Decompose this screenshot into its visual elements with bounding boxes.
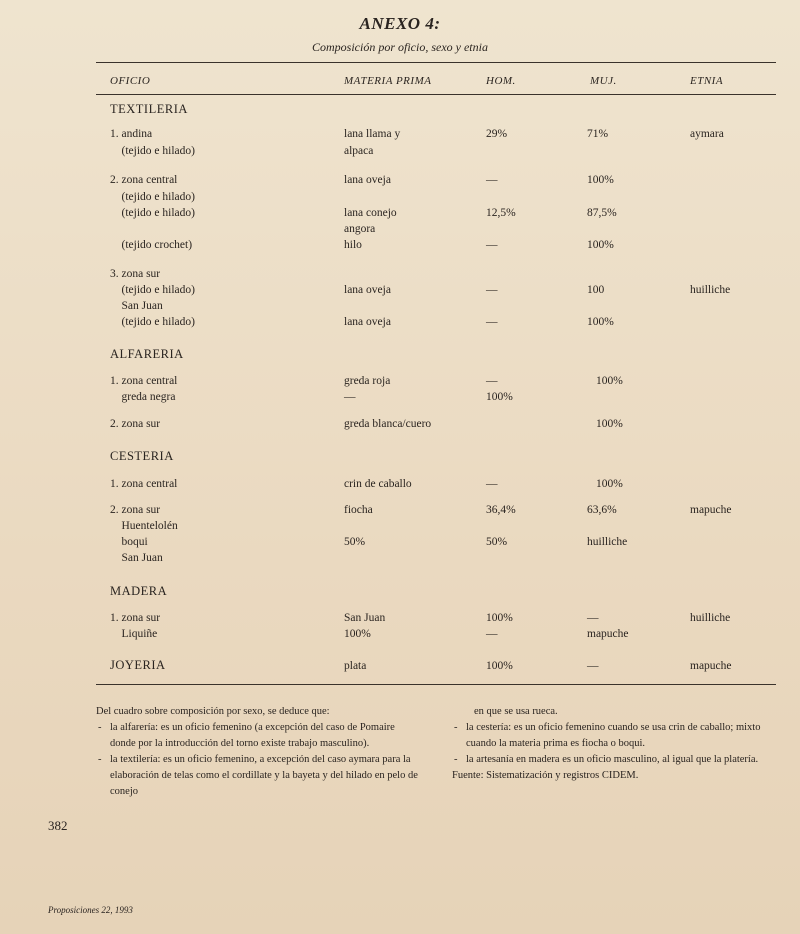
annex-title: ANEXO 4: (359, 14, 441, 33)
table-row: 3. zona sur (110, 268, 161, 280)
col-header-etnia: ETNIA (690, 75, 724, 87)
table-row: (tejido e hilado) lana conejo 12,5% 87,5% (110, 207, 617, 219)
notes-source: Fuente: Sistematización y registros CIDEM. (452, 770, 639, 781)
col-header-muj: MUJ. (590, 75, 617, 87)
table-row: plata 100% — mapuche (344, 660, 732, 672)
section-heading-textileria: TEXTILERIA (110, 102, 188, 116)
table-row: angora (344, 223, 376, 235)
table-row: (tejido e hilado) lana oveja — 100% (110, 316, 614, 328)
notes-continuation: en que se usa rueca. (474, 706, 558, 717)
table-row: greda negra — 100% (110, 391, 513, 403)
table-row: San Juan (110, 552, 163, 564)
col-header-hom: HOM. (486, 75, 516, 87)
table-row: (tejido e hilado) lana oveja — 100 huilliche (110, 284, 731, 296)
notes-right-column (452, 704, 782, 784)
table-rule-bottom (96, 684, 776, 685)
table-row: (tejido crochet) hilo — 100% (110, 239, 614, 251)
table-row: 2. zona central lana oveja — 100% (110, 174, 614, 186)
bullet-mark: - (454, 754, 458, 765)
section-heading-cesteria: CESTERIA (110, 449, 174, 463)
col-header-oficio: OFICIO (110, 75, 151, 87)
note-bullet: - la cestería: es un oficio femenino cuando se usa crin de caballo; mixto cuando la materia prima es fiocha o boqui. (454, 722, 761, 749)
section-heading-madera: MADERA (110, 584, 168, 598)
running-footer: Proposiciones 22, 1993 (48, 905, 133, 915)
note-bullet: - la artesanía en madera es un oficio masculino, al igual que la platería. (452, 752, 782, 768)
table-row: Liquiñe 100% — mapuche (110, 628, 629, 640)
note-bullet: - la alfarería: es un oficio femenino (a excepción del caso de Pomaire donde por la introducción del torno existe trabajo masculino). (98, 722, 395, 749)
page-number: 382 (48, 818, 68, 833)
table-row: (tejido e hilado) alpaca (110, 145, 374, 157)
notes-left-column (96, 704, 420, 800)
section-heading-alfareria: ALFARERIA (110, 347, 184, 361)
col-header-materia: MATERIA PRIMA (344, 75, 432, 87)
note-bullet: - la textilería: es un oficio femenino, a excepción del caso aymara para la elaboración de telas como el cordillate y la bayeta y del hilado en pelo de conejo (98, 754, 418, 797)
header-rule-top (96, 62, 776, 63)
table-row: boqui 50% 50% huilliche (110, 536, 628, 548)
bullet-mark: - (454, 722, 458, 733)
annex-subtitle: Composición por oficio, sexo y etnia (312, 40, 488, 54)
bullet-mark: - (98, 754, 102, 765)
table-row: 1. zona central crin de caballo — 100% (110, 478, 623, 490)
bullet-mark: - (98, 722, 102, 733)
notes-intro: Del cuadro sobre composición por sexo, se deduce que: (96, 706, 330, 717)
table-row: 2. zona sur fiocha 36,4% 63,6% mapuche (110, 504, 732, 516)
header-rule-bottom (96, 94, 776, 95)
section-heading-joyeria: JOYERIA (110, 658, 166, 672)
table-row: 1. zona sur San Juan 100% — huilliche (110, 612, 731, 624)
table-row: 1. zona central greda roja — 100% (110, 375, 623, 387)
table-row: (tejido e hilado) (110, 191, 195, 203)
table-row: Huentelolén (110, 520, 178, 532)
table-row: 2. zona sur greda blanca/cuero 100% (110, 418, 623, 430)
table-row: 1. andina lana llama y 29% 71% aymara (110, 128, 724, 140)
table-row: San Juan (110, 300, 163, 312)
